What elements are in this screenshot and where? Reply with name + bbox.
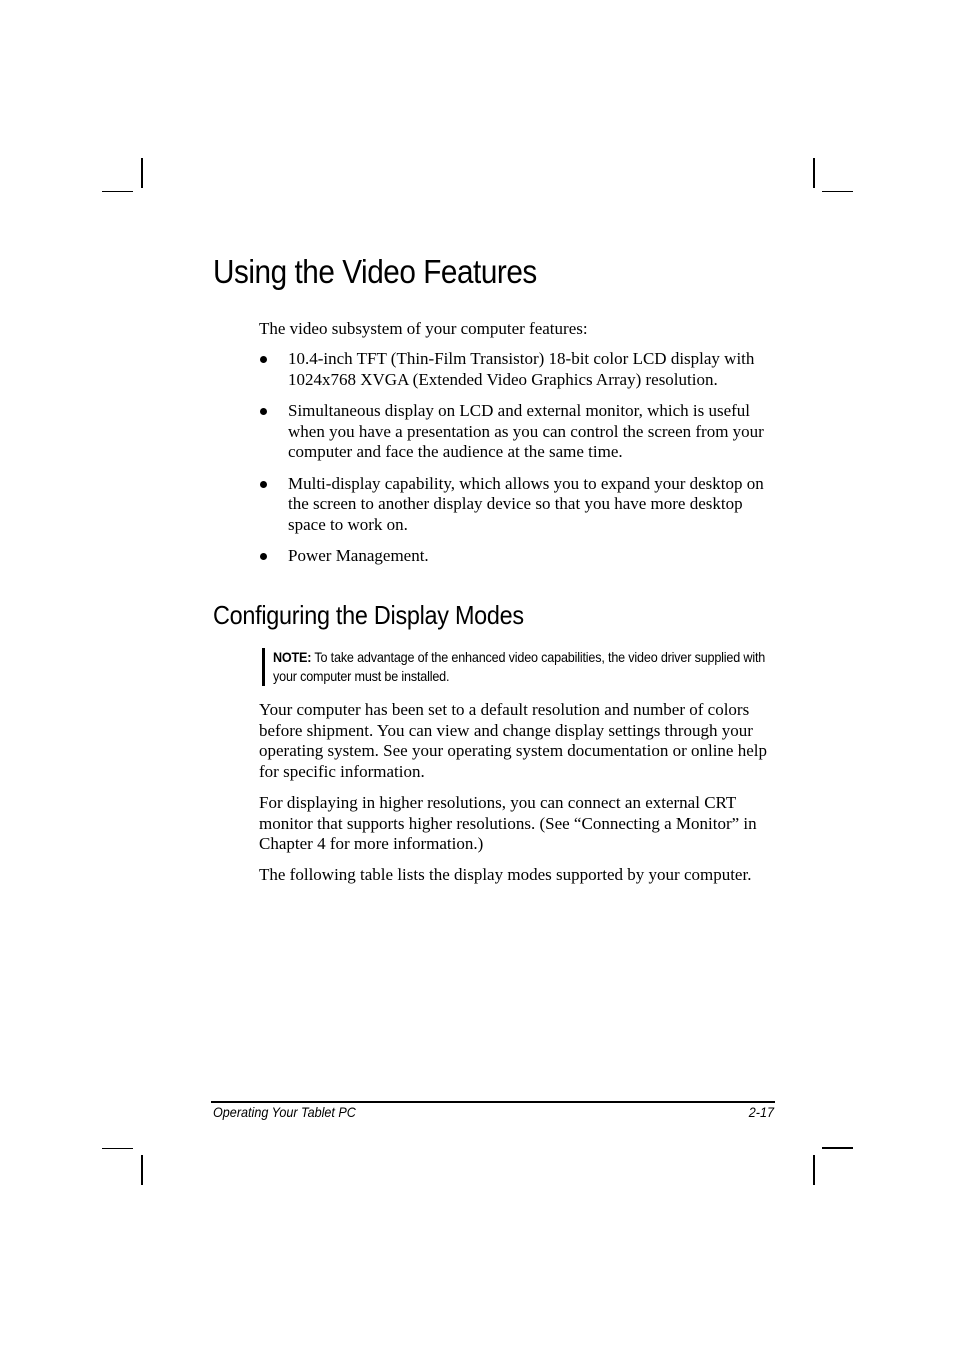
crop-mark-top-left-h [102, 191, 133, 192]
body-paragraph: For displaying in higher resolutions, you can connect an external CRT monitor that supports higher resolutions. (See “Connecting a Monitor” in Chapter 4 for more information.) [259, 793, 757, 853]
footer-chapter-title: Operating Your Tablet PC [213, 1104, 356, 1120]
page-title: Using the Video Features [213, 253, 537, 290]
crop-mark-top-right-h [822, 191, 853, 192]
bullet-icon [260, 481, 267, 488]
footer-rule [211, 1101, 775, 1103]
list-item [259, 474, 779, 536]
list-item [259, 349, 779, 390]
list-item-text: Power Management. [288, 546, 429, 565]
note-box [262, 648, 793, 686]
bullet-icon [260, 553, 267, 560]
footer-page-number: 2-17 [748, 1104, 774, 1120]
intro-paragraph: The video subsystem of your computer features: [259, 319, 588, 338]
note-label: NOTE: [273, 649, 312, 665]
list-item-text: Simultaneous display on LCD and external monitor, which is useful when you have a presentation as you can control the screen from your computer and face the audience at the same time. [288, 401, 764, 461]
note-text: To take advantage of the enhanced video capabilities, the video driver supplied with your computer must be installed. [273, 649, 766, 684]
crop-mark-top-right-v [813, 158, 815, 188]
crop-mark-top-left-v [141, 158, 143, 188]
body-paragraph: The following table lists the display modes supported by your computer. [259, 865, 752, 884]
list-item-text: Multi-display capability, which allows you to expand your desktop on the screen to another display device so that you have more desktop space to work on. [288, 473, 764, 534]
body-paragraph: Your computer has been set to a default resolution and number of colors before shipment. You can view and change display settings through your operating system. See your operating system documentation or online help for specific information. [259, 700, 767, 781]
bullet-icon [260, 356, 267, 363]
list-item [259, 546, 779, 567]
list-item [259, 401, 779, 463]
crop-mark-bottom-left-h [102, 1148, 133, 1149]
list-item-text: 10.4-inch TFT (Thin-Film Transistor) 18-bit color LCD display with 1024x768 XVGA (Extended Video Graphics Array) resolution. [288, 349, 755, 389]
crop-mark-bottom-right-v [813, 1155, 815, 1185]
crop-mark-bottom-left-v [141, 1155, 143, 1185]
section-heading: Configuring the Display Modes [213, 600, 524, 630]
bullet-icon [260, 408, 267, 415]
crop-mark-bottom-right-h [822, 1147, 853, 1149]
feature-list [259, 349, 779, 578]
